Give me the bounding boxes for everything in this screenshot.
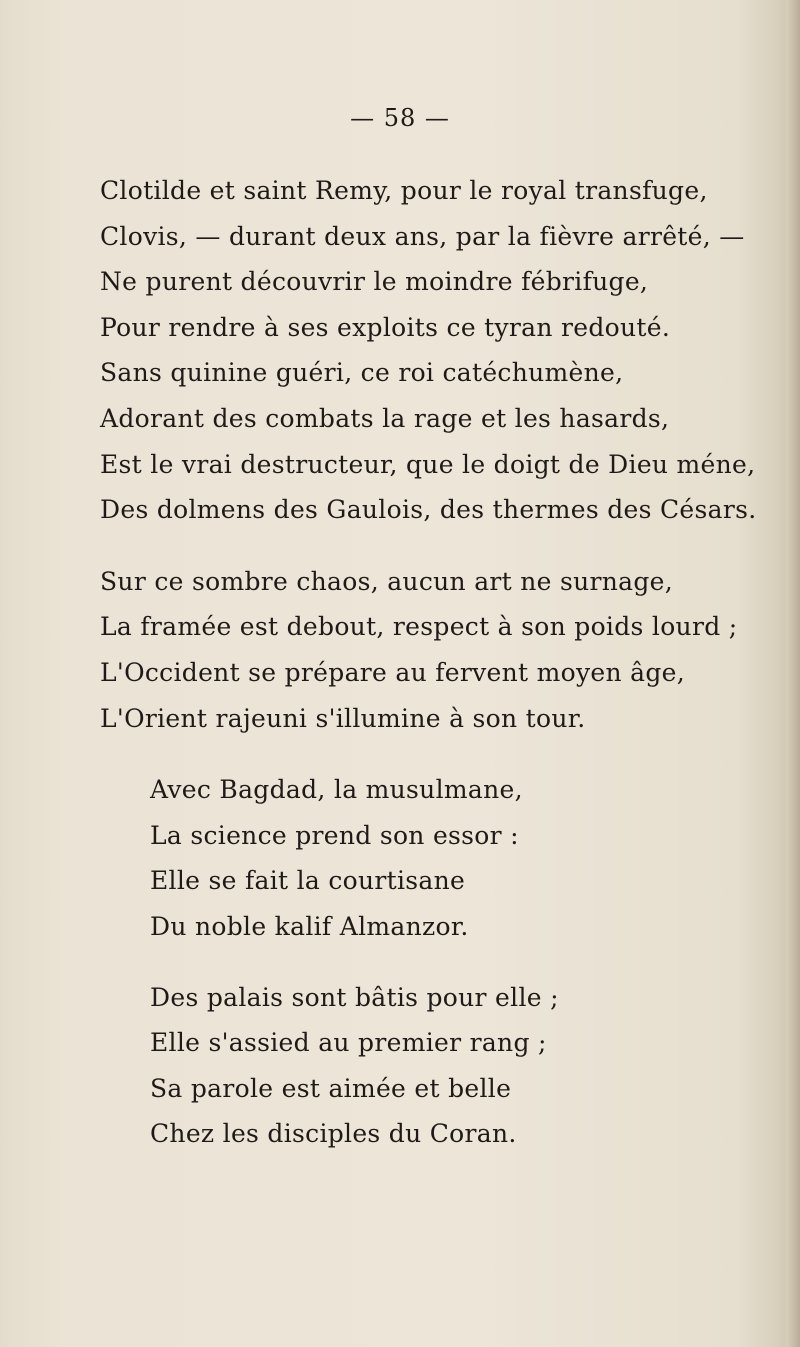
poem-line: Des dolmens des Gaulois, des thermes des Césars. xyxy=(100,495,757,525)
stanza-4 xyxy=(150,975,740,1157)
poem-line: Sur ce sombre chaos, aucun art ne surnage, xyxy=(100,566,674,596)
poem-line: Clovis, — durant deux ans, par la fièvre arrêté, — xyxy=(100,221,745,251)
poem-line: Ne purent découvrir le moindre fébrifuge, xyxy=(100,267,649,297)
poem-line: Avec Bagdad, la musulmane, xyxy=(150,775,523,805)
poem-line: Sans quinine guéri, ce roi catéchumène, xyxy=(100,358,624,388)
poem-line: L'Orient rajeuni s'illumine à son tour. xyxy=(100,703,586,733)
poem-line: Pour rendre à ses exploits ce tyran redouté. xyxy=(100,312,671,342)
stanza-3 xyxy=(150,767,740,949)
poem-body xyxy=(100,168,757,1182)
poem-line: Clotilde et saint Remy, pour le royal transfuge, xyxy=(100,176,708,205)
poem-line: Est le vrai destructeur, que le doigt de Dieu méne, xyxy=(100,449,756,479)
poem-line: La framée est debout, respect à son poids lourd ; xyxy=(100,612,738,642)
poem-line: Elle se fait la courtisane xyxy=(150,866,466,896)
poem-line: Des palais sont bâtis pour elle ; xyxy=(150,982,559,1012)
poem-line: La science prend son essor : xyxy=(150,820,519,850)
poem-line: Du noble kalif Almanzor. xyxy=(150,911,469,941)
poem-line: L'Occident se prépare au fervent moyen âge, xyxy=(100,657,686,687)
poem-line: Elle s'assied au premier rang ; xyxy=(150,1028,547,1058)
poem-line: Sa parole est aimée et belle xyxy=(150,1073,512,1103)
stanza-1 xyxy=(100,168,757,533)
stanza-2 xyxy=(100,559,740,741)
page-gutter-edge xyxy=(786,0,800,1347)
page-number: — 58 — xyxy=(350,104,450,132)
poem-line: Chez les disciples du Coran. xyxy=(150,1119,517,1149)
poem-line: Adorant des combats la rage et les hasards, xyxy=(100,403,670,433)
